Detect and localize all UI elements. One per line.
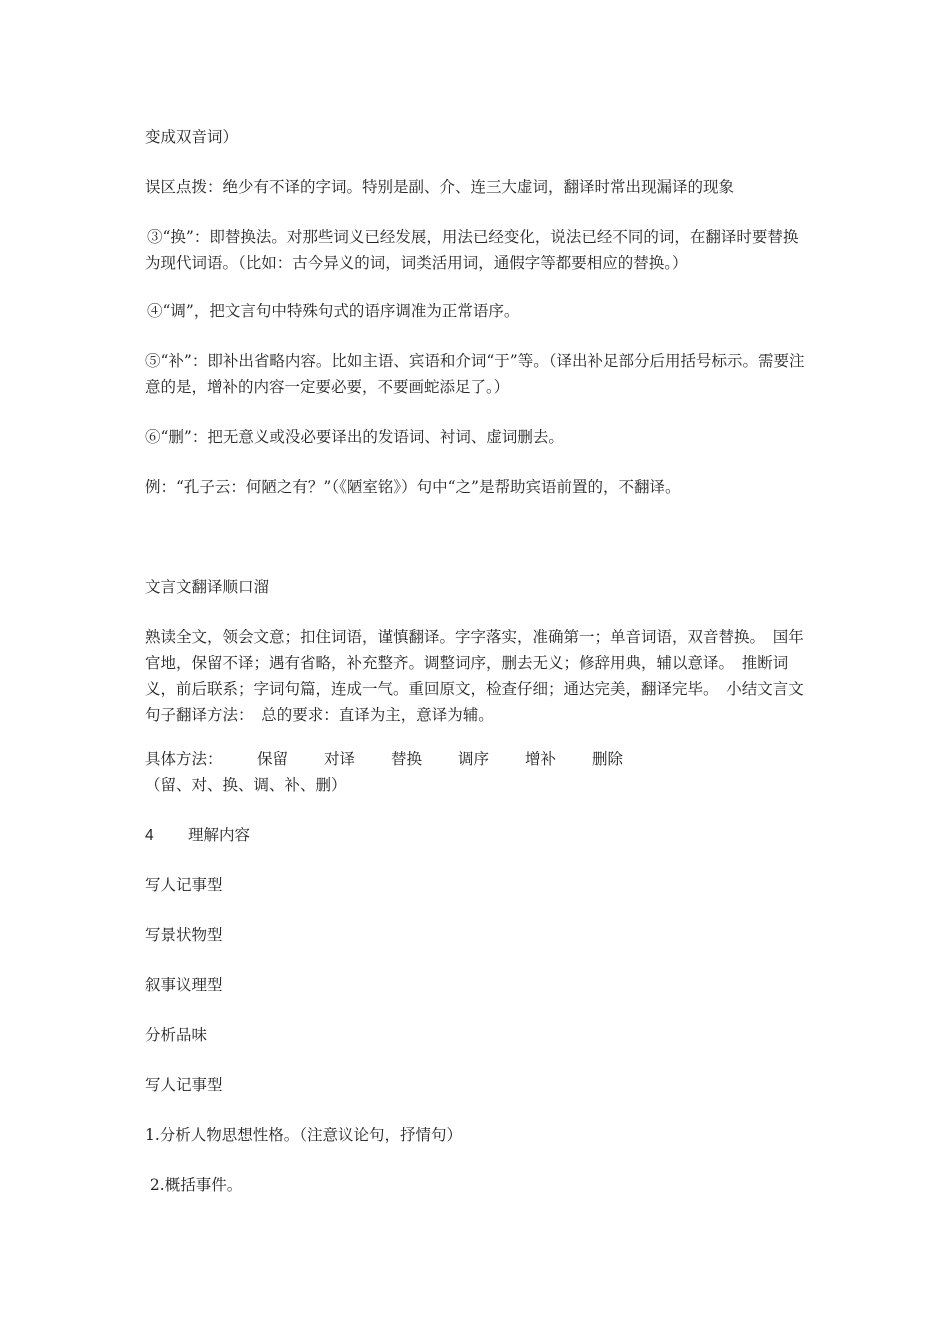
methods-abbrev: （留、对、换、调、补、删） xyxy=(145,776,347,794)
paragraph-delete-method: ⑥“删”：把无意义或没必要译出的发语词、衬词、虚词删去。 xyxy=(145,428,564,446)
paragraph-translation-rhyme: 熟读全文，领会文意；扣住词语，谨慎翻译。字字落实，准确第一；单音词语，双音替换。 国年官地，保留不译；遇有省略，补充整齐。调整词序，删去无义；修辞用典，辅以意译。 推断词义，前后联系；字词句篇，连成一气。重回原文，检查仔细；通达完美，翻译完毕。 小结文言文句子翻译方法： 总的要求：直译为主，意译为辅。 xyxy=(145,628,804,724)
paragraph-reorder-method: ④“调”，把文言句中特殊句式的语序调准为正常语序。 xyxy=(147,302,520,320)
method-item: 替换 xyxy=(391,750,423,768)
paragraph-supplement-method: ⑤“补”：即补出省略内容。比如主语、宾语和介词“于”等。（译出补足部分后用括号标示。需要注意的是，增补的内容一定要必要，不要画蛇添足了。） xyxy=(145,352,805,396)
list-item: 叙事议理型 xyxy=(145,976,223,994)
section-number: 4 xyxy=(145,827,154,844)
section-title: 理解内容 xyxy=(188,826,251,844)
paragraph-example: 例：“孔子云：何陋之有？”（《陋室铭》）句中“之”是帮助宾语前置的，不翻译。 xyxy=(145,478,681,496)
list-item: 写人记事型 xyxy=(145,1076,223,1094)
method-item: 增补 xyxy=(525,750,557,768)
list-item: 写景状物型 xyxy=(145,926,223,944)
list-item: 分析品味 xyxy=(145,1026,208,1044)
heading-translation-rhyme: 文言文翻译顺口溜 xyxy=(145,578,270,596)
section-heading xyxy=(145,822,250,849)
list-item-analyze-character: 1.分析人物思想性格。（注意议论句，抒情句） xyxy=(145,1126,463,1144)
paragraph-misconception-tip: 误区点拨：绝少有不译的字词。特别是副、介、连三大虚词，翻译时常出现漏译的现象 xyxy=(145,178,735,196)
methods-line xyxy=(145,746,810,798)
list-item-summarize-event: 2.概括事件。 xyxy=(145,1176,243,1194)
methods-label: 具体方法： xyxy=(145,750,223,768)
paragraph-replace-method: ③“换”：即替换法。对那些词义已经发展，用法已经变化，说法已经不同的词，在翻译时要替换为现代词语。（比如：古今异义的词，词类活用词，通假字等都要相应的替换。） xyxy=(145,228,799,272)
paragraph-double-syllable: 变成双音词） xyxy=(145,128,239,146)
method-item: 调序 xyxy=(458,750,490,768)
method-item: 对译 xyxy=(324,750,356,768)
method-item: 删除 xyxy=(592,750,624,768)
method-item: 保留 xyxy=(257,750,289,768)
list-item: 写人记事型 xyxy=(145,876,223,894)
